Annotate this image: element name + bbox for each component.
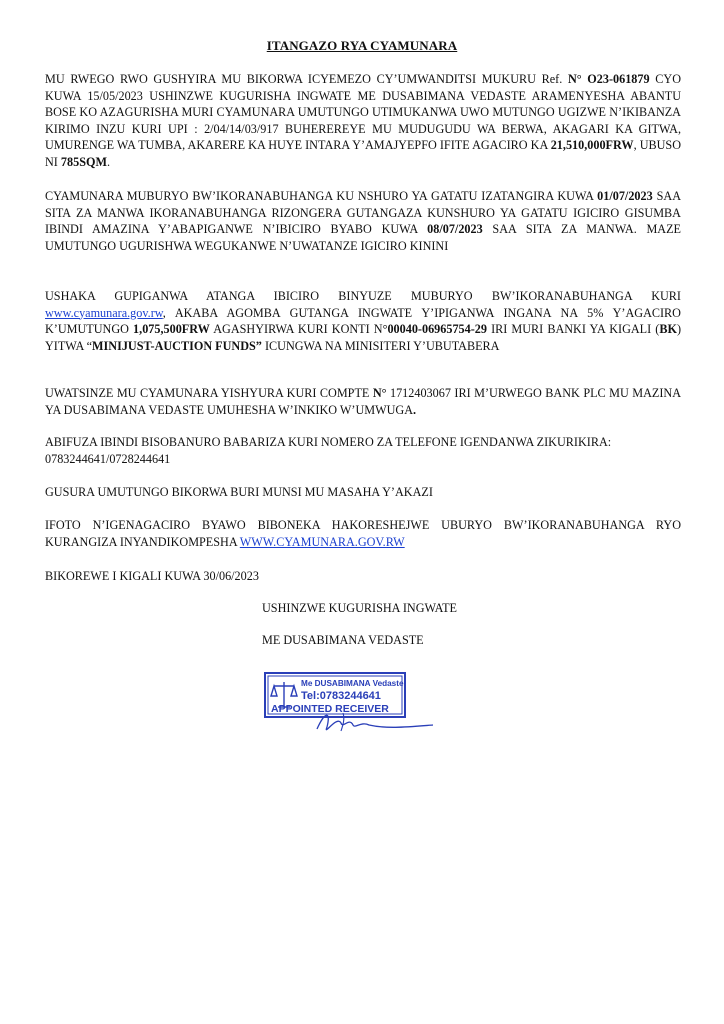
stamp-line-name: Me DUSABIMANA Vedaste (301, 679, 404, 688)
paragraph-winner-payment (45, 385, 681, 418)
paragraph-place-date: BIKOREWE I KIGALI KUWA 30/06/2023 (45, 569, 259, 583)
auction-start-date: 01/07/2023 (597, 189, 653, 203)
p1-text-3: , UBUSO NI (45, 138, 682, 169)
p1-text-4: . (106, 154, 111, 169)
p3-text-1: USHAKA GUPIGANWA ATANGA IBICIRO BINYUZE MUBURYO BW’IKORANABUHANGA KURI (45, 289, 681, 303)
paragraph-auction-dates (45, 188, 681, 254)
paragraph-photo-valuation (45, 517, 681, 550)
stamp-line-phone: Tel:0783244641 (301, 690, 381, 702)
reference-number: N° O23-061879 (567, 72, 650, 86)
p2-text-1: CYAMUNARA MUBURYO BW’IKORANABUHANGA KU NSHURO YA GATATU IZATANGIRA KUWA (45, 189, 598, 203)
document-title: ITANGAZO RYA CYAMUNARA (266, 38, 458, 53)
p1-text-1: MU RWEGO RWO GUSHYIRA MU BIKORWA ICYEMEZO CY’UMWANDITSI MUKURU Ref. (45, 72, 568, 86)
p3-text-6: ICUNGWA NA MINISITERI Y’UBUTABERA (261, 338, 500, 353)
paragraph-visit-property: GUSURA UMUTUNGO BIKORWA BURI MUNSI MU MASAHA Y’AKAZI (45, 485, 433, 499)
p3-text-3: AGASHYIRWA KURI KONTI N° (209, 322, 388, 337)
p3-text-2: , AKABA AGOMBA GUTANGA INGWATE Y’IPIGANWA INGANA NA 5% Y’AGACIRO K’UMUTUNGO (45, 305, 681, 337)
p4-text-2: 1712403067 IRI M’URWEGO BANK PLC MU MAZINA YA DUSABIMANA VEDASTE UMUHESHA W’INKIKO W’UMWUGA (45, 386, 682, 417)
p4-period: . (413, 402, 417, 417)
property-area: 785SQM (60, 154, 107, 169)
p3-text-5: ) YITWA “ (45, 322, 681, 353)
fund-name: MINIJUST-AUCTION FUNDS” (92, 338, 262, 353)
cyamunara-link[interactable]: www.cyamunara.gov.rw (45, 305, 163, 320)
property-value: 21,510,000FRW (550, 138, 634, 153)
receiver-stamp (257, 667, 437, 739)
p3-text-4: IRI MURI BANKI YA KIGALI ( (486, 322, 660, 337)
p7-text-1: IFOTO N’IGENAGACIRO BYAWO BIBONEKA HAKORESHEJWE UBURYO BW’IKORANABUHANGA RYO KURANGIZA INYANDIKOMPESHA (45, 518, 681, 549)
paragraph-bidding-deposit (45, 288, 681, 354)
p4-text-1: UWATSINZE MU CYAMUNARA YISHYURA KURI COMPTE (45, 386, 373, 400)
cyamunara-link-uppercase[interactable]: WWW.CYAMUNARA.GOV.RW (239, 534, 405, 549)
paragraph-auction-property (45, 71, 681, 171)
p2-text-3: SAA SITA ZA MANWA. MAZE UMUTUNGO UGURISHWA WEGUKANWE N’UWATANZE IGICIRO KININI (45, 222, 681, 253)
p2-text-2: SAA SITA ZA MANWA IKORANABUHANGA RIZONGERA GUTANGAZA KUNSHURO YA GATATU IGICIRO GISUMBA IBINDI AMAZINA Y’ABAPIGANWE N’IBICIRO BYABO KUWA (45, 189, 681, 237)
auction-end-date: 08/07/2023 (427, 222, 483, 237)
paragraph-contact-phones: ABIFUZA IBINDI BISOBANURO BABARIZA KURI NOMERO ZA TELEFONE IGENDANWA ZIKURIKIRA: 0783244641/0728244641 (45, 435, 612, 466)
bank-abbreviation: BK (659, 322, 677, 337)
compte-number-label: N° (372, 386, 387, 400)
p1-text-2: CYO KUWA 15/05/2023 USHINZWE KUGURISHA INGWATE ME DUSABIMANA VEDASTE ARAMENYESHA ABANTU BOSE KO AZAGURISHA MURI CYAMUNARA UMUTUNGO UTIMUKANWA UWO MUTUNGO UGIZWE N’IKIBANZA KIRIMO INZU KURI UPI : 2/04/14/03/917 BUHEREREYE MU MUDUGUDU WA BERWA, AKAGARI KA GITWA, UMURENGE WA TUMBA, AKARERE KA HUYE INTARA Y’AMAJYEPFO IFITE AGACIRO KA (45, 72, 682, 153)
account-number: 00040-06965754-29 (387, 322, 487, 337)
signatory-role: USHINZWE KUGURISHA INGWATE (262, 601, 457, 615)
signatory-name: ME DUSABIMANA VEDASTE (262, 633, 424, 647)
signature-stroke (341, 713, 344, 731)
deposit-amount: 1,075,500FRW (133, 322, 210, 337)
stamp-line-role: APPOINTED RECEIVER (271, 703, 389, 715)
